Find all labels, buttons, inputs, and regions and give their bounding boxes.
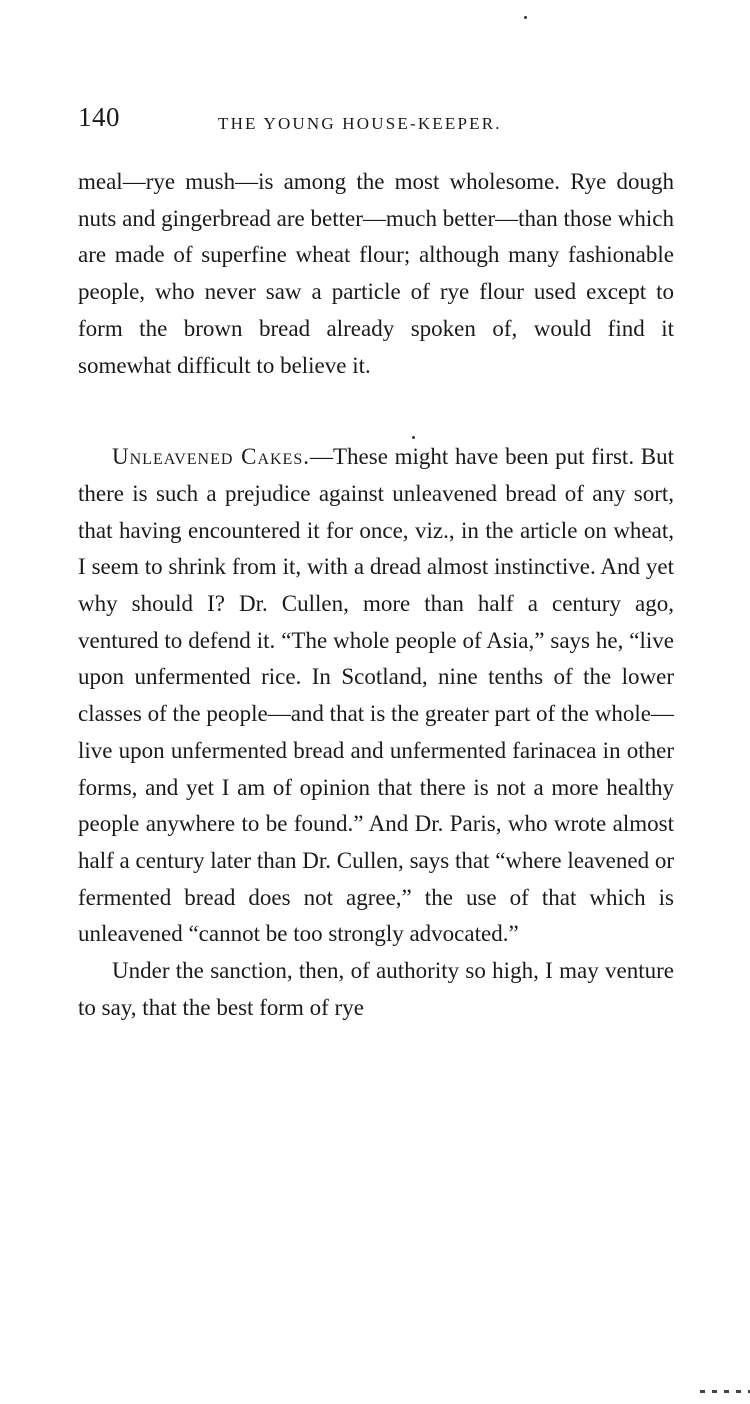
section-heading: Unleavened Cakes. bbox=[112, 444, 310, 470]
paragraph-text: Under the sanction, then, of authority so high, I may venture to say, that the best form of rye bbox=[78, 958, 674, 1020]
print-speck bbox=[524, 16, 527, 19]
paragraph-unleavened-cakes bbox=[78, 439, 674, 953]
running-head bbox=[78, 102, 674, 142]
section-gap bbox=[78, 384, 674, 439]
paragraph-text: —These might have been put first. But there is such a prejudice against unleavened bread of any sort, that having encountered it for once, viz., in the article on wheat, I seem to shrink from it, with a dread almost instinctive. And yet why should I? Dr. Cullen, more than half a century ago, ventured to defend it. “The whole people of Asia,” says he, “live upon unfermented rice. In Scotland, nine tenths of the lower classes of the people—and that is the greater part of the whole—live upon unfermented bread and unfermented farinacea in other forms, and yet I am of opinion that there is not a more healthy people anywhere to be found.” And Dr. Paris, who wrote almost half a century later than Dr. Cullen, says that “where leavened or fermented bread does not agree,” the use of that which is unleavened “cannot be too strongly advocated.” bbox=[78, 444, 674, 947]
body-text bbox=[78, 164, 674, 1026]
running-title: THE YOUNG HOUSE-KEEPER. bbox=[218, 114, 502, 133]
print-speck bbox=[412, 436, 415, 439]
scan-edge-marks bbox=[700, 1390, 750, 1393]
paragraph-text: meal—rye mush—is among the most wholesome. Rye dough nuts and gingerbread are better—much better—than those which are made of superfine wheat flour; although many fashionable people, who never saw a particle of rye flour used except to form the brown bread already spoken of, would find it somewhat difficult to believe it. bbox=[78, 169, 674, 378]
paragraph-continuation bbox=[78, 164, 674, 384]
page-number: 140 bbox=[78, 102, 120, 132]
paragraph-under-the-sanction bbox=[78, 953, 674, 1026]
